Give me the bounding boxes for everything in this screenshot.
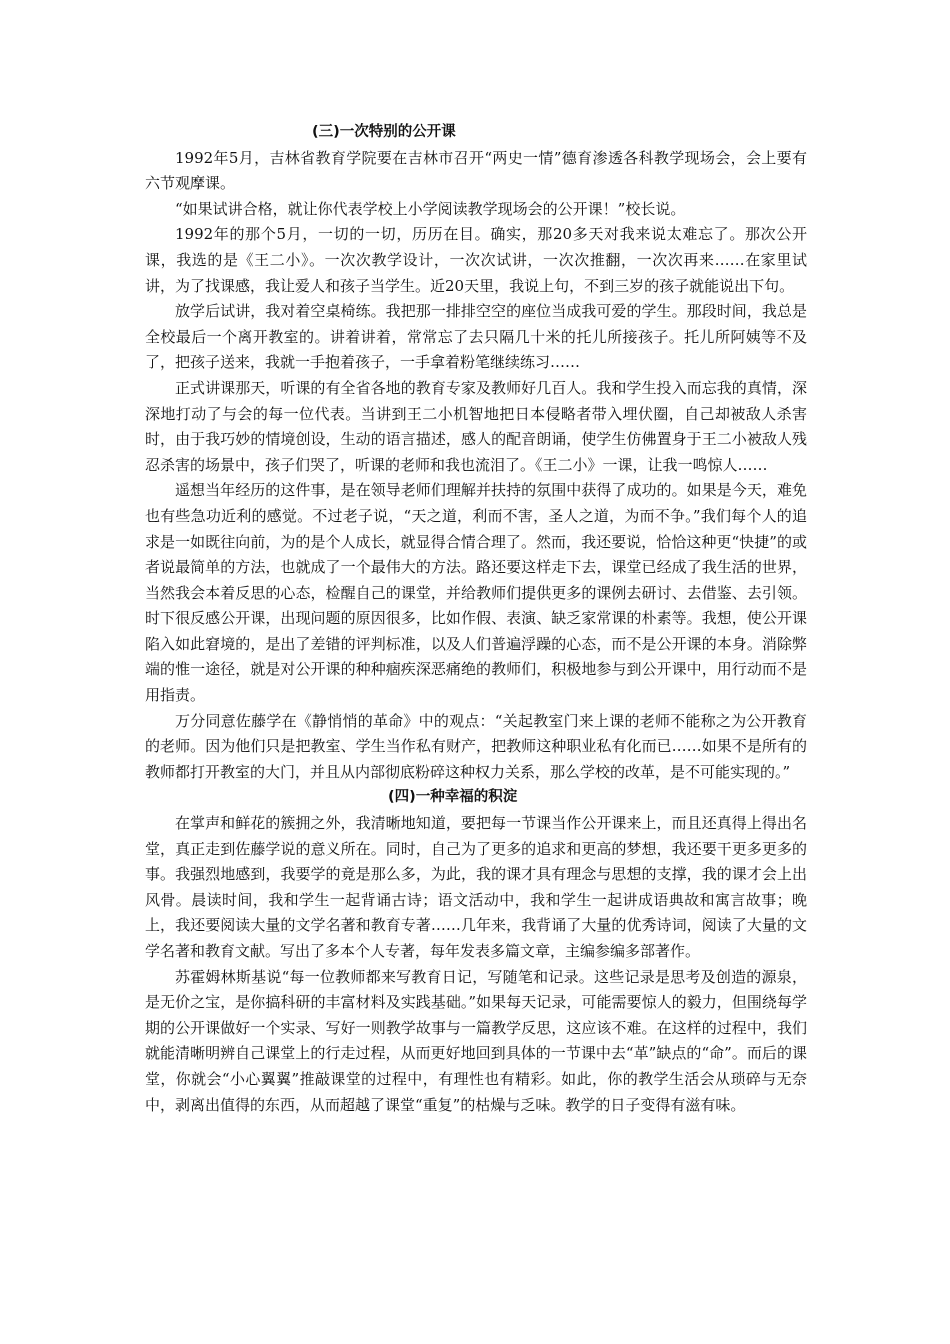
paragraph: 在掌声和鲜花的簇拥之外，我清晰地知道，要把每一节课当作公开课来上，而且还真得上得出名堂，真正走到佐藤学说的意义所在。同时，自己为了更多的追求和更高的梦想，我还要干更多更多的事。我强烈地感到，我要学的竟是那么多，为此，我的课才具有理念与思想的支撑，我的课才会上出风骨。晨读时间，我和学生一起背诵古诗；语文活动中，我和学生一起讲成语典故和寓言故事；晚上，我还要阅读大量的文学名著和教育专著……几年来，我背诵了大量的优秀诗词，阅读了大量的文学名著和教育文献。写出了多本个人专著，每年发表多篇文章，主编参编多部著作。 [145,814,807,960]
paragraph: 遥想当年经历的这件事，是在领导老师们理解并扶持的氛围中获得了成功的。如果是今天，难免也有些急功近利的感觉。不过老子说，“天之道，利而不害，圣人之道，为而不争。”我们每个人的追求是一如既往向前，为的是个人成长，就显得合情合理了。然而，我还要说，恰恰这种更“快捷”的或者说最简单的方法，也就成了一个最伟大的方法。路还要这样走下去，课堂已经成了我生活的世界，当然我会本着反思的心态，检醒自己的课堂，并给教师们提供更多的课例去研讨、去借鉴、去引领。时下很反感公开课，出现问题的原因很多，比如作假、表演、缺乏家常课的朴素等。我想，使公开课陷入如此窘境的，是出了差错的评判标准，以及人们普遍浮躁的心态，而不是公开课的本身。消除弊端的惟一途径，就是对公开课的种种痼疾深恶痛绝的教师们，积极地参与到公开课中，用行动而不是用指责。 [145,481,807,705]
section-3-heading: (三)一次特别的公开课 [312,124,456,140]
paragraph: 正式讲课那天，听课的有全省各地的教育专家及教师好几百人。我和学生投入而忘我的真情，深深地打动了与会的每一位代表。当讲到王二小机智地把日本侵略者带入埋伏圈，自己却被敌人杀害时，由于我巧妙的情境创设，生动的语言描述，感人的配音朗诵，使学生仿佛置身于王二小被敌人残忍杀害的场景中，孩子们哭了，听课的老师和我也流泪了。《王二小》一课，让我一鸣惊人…… [145,378,807,474]
section-4-heading: (四)一种幸福的积淀 [388,789,518,806]
paragraph: “如果试讲合格，就让你代表学校上小学阅读教学现场会的公开课！”校长说。 [175,199,686,218]
paragraph: 1992年5月，吉林省教育学院要在吉林市召开“两史一情”德育渗透各科教学现场会，会上要有六节观摩课。 [145,148,807,193]
paragraph: 苏霍姆林斯基说“每一位教师都来写教育日记，写随笔和记录。这些记录是思考及创造的源泉，是无价之宝，是你搞科研的丰富材料及实践基础。”如果每天记录，可能需要惊人的毅力，但围绕每学期的公开课做好一个实录、写好一则教学故事与一篇教学反思，这应该不难。在这样的过程中，我们就能清晰明辨自己课堂上的行走过程，从而更好地回到具体的一节课中去“革”缺点的“命”。而后的课堂，你就会“小心翼翼”推敲课堂的过程中，有理性也有精彩。如此，你的教学生活会从琐碎与无奈中，剥离出值得的东西，从而超越了课堂“重复”的枯燥与乏味。教学的日子变得有滋有味。 [145,967,807,1114]
document-page [145,120,807,1118]
paragraph: 放学后试讲，我对着空桌椅练。我把那一排排空空的座位当成我可爱的学生。那段时间，我总是全校最后一个离开教室的。讲着讲着，常常忘了去只隔几十米的托儿所接孩子。托儿所阿姨等不及了，把孩子送来，我就一手抱着孩子，一手拿着粉笔继续练习…… [145,302,807,372]
paragraph: 万分同意佐藤学在《静悄悄的革命》中的观点：“关起教室门来上课的老师不能称之为公开教育的老师。因为他们只是把教室、学生当作私有财产，把教师这种职业私有化而已……如果不是所有的教师都打开教室的大门，并且从内部彻底粉碎这种权力关系，那么学校的改革，是不可能实现的。” [145,711,807,781]
paragraph: 1992年的那个5月，一切的一切，历历在目。确实，那20多天对我来说太难忘了。那次公开课，我选的是《王二小》。一次次教学设计，一次次试讲，一次次推翻，一次次再来……在家里试讲，为了找课感，我让爱人和孩子当学生。近20天里，我说上句，不到三岁的孩子就能说出下句。 [145,225,807,295]
